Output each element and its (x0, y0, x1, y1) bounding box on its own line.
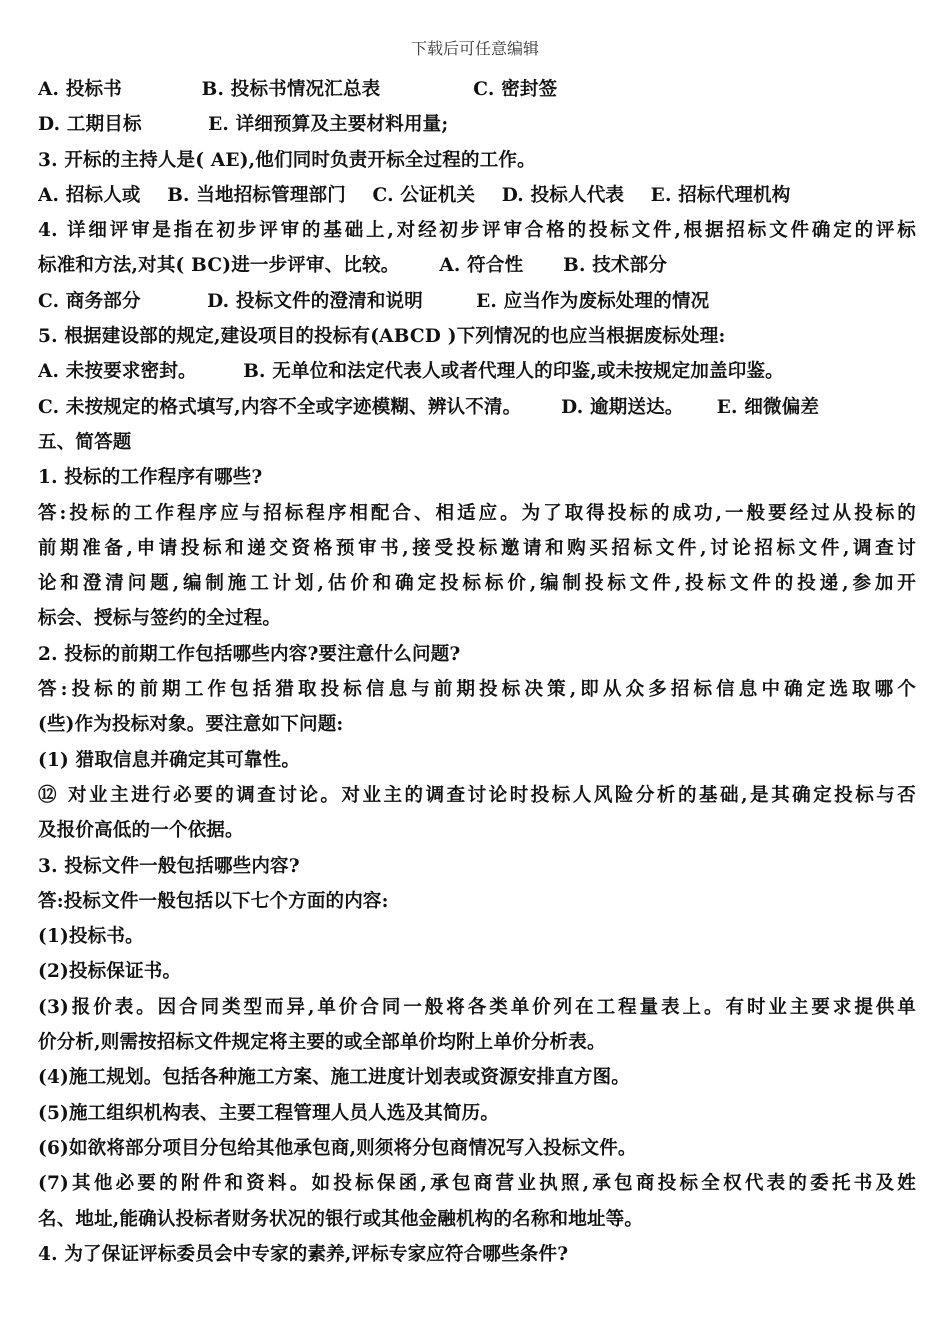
text-line: 3. 投标文件一般包括哪些内容? (38, 855, 300, 877)
text-line: (7)其他必要的附件和资料。如投标保函,承包商营业执照,承包商投标全权代表的委托书及姓 (38, 1173, 916, 1195)
text-line: A. 招标人或 B. 当地招标管理部门 C. 公证机关 D. 投标人代表 E. 招标代理机构 (38, 184, 791, 206)
text-line: 3. 开标的主持人是( AE),他们同时负责开标全过程的工作。 (38, 149, 536, 171)
text-line: 4. 为了保证评标委员会中专家的素养,评标专家应符合哪些条件? (38, 1243, 569, 1265)
text-line: 4. 详细评审是指在初步评审的基础上,对经初步评审合格的投标文件,根据招标文件确定的评标 (38, 220, 916, 242)
text-line: 标准和方法,对其( BC)进一步评审、比较。 A. 符合性 B. 技术部分 (38, 255, 668, 277)
text-line: 及报价高低的一个依据。 (38, 820, 244, 842)
text-line: (2)投标保证书。 (38, 961, 182, 983)
page-header: 下载后可任意编辑 (410, 39, 539, 58)
text-line: (3)报价表。因合同类型而异,单价合同一般将各类单价列在工程量表上。有时业主要求提供单 (38, 996, 916, 1018)
text-line: 价分析,则需按招标文件规定将主要的或全部单价均附上单价分析表。 (38, 1032, 606, 1054)
text-line: C. 商务部分 D. 投标文件的澄清和说明 E. 应当作为废标处理的情况 (38, 290, 710, 312)
text-line: 答:投标的前期工作包括猎取投标信息与前期投标决策,即从众多招标信息中确定选取哪个 (38, 679, 916, 701)
text-line: 5. 根据建设部的规定,建设项目的投标有(ABCD )下列情况的也应当根据废标处理: (38, 326, 726, 348)
text-line: D. 工期目标 E. 详细预算及主要材料用量; (38, 114, 449, 136)
text-line: 名、地址,能确认投标者财务状况的银行或其他金融机构的名称和地址等。 (38, 1208, 644, 1230)
text-line: (1) 猎取信息并确定其可靠性。 (38, 749, 301, 771)
text-line: (5)施工组织机构表、主要工程管理人员人选及其简历。 (38, 1102, 500, 1124)
text-line: 1. 投标的工作程序有哪些? (38, 467, 263, 489)
text-line: A. 投标书 B. 投标书情况汇总表 C. 密封签 (38, 79, 558, 100)
text-line: 前期准备,申请投标和递交资格预审书,接受投标邀请和购买招标文件,讨论招标文件,调查讨 (38, 537, 916, 559)
text-line: C. 未按规定的格式填写,内容不全或字迹模糊、辨认不清。 D. 逾期送达。 E. 细微偏差 (38, 396, 820, 418)
text-line: 五、简答题 (38, 431, 132, 453)
document-body (38, 72, 916, 1272)
text-line: 答:投标的工作程序应与招标程序相配合、相适应。为了取得投标的成功,一般要经过从投标的 (38, 502, 916, 524)
text-line: 标会、授标与签约的全过程。 (38, 608, 282, 630)
text-line: (6)如欲将部分项目分包给其他承包商,则须将分包商情况写入投标文件。 (38, 1137, 637, 1159)
text-line: (些)作为投标对象。要注意如下问题: (38, 714, 344, 736)
text-line: 2. 投标的前期工作包括哪些内容?要注意什么问题? (38, 643, 461, 665)
text-line: A. 未按要求密封。 B. 无单位和法定代表人或者代理人的印鉴,或未按规定加盖印鉴。 (38, 361, 784, 383)
text-line: 论和澄清问题,编制施工计划,估价和确定投标标价,编制投标文件,投标文件的投递,参加开 (38, 573, 916, 595)
text-line: (4)施工规划。包括各种施工方案、施工进度计划表或资源安排直方图。 (38, 1067, 630, 1089)
text-line: ⑫ 对业主进行必要的调查讨论。对业主的调查讨论时投标人风险分析的基础,是其确定投标与否 (38, 784, 916, 806)
text-line: 答:投标文件一般包括以下七个方面的内容: (38, 890, 389, 912)
text-line: (1)投标书。 (38, 926, 144, 948)
